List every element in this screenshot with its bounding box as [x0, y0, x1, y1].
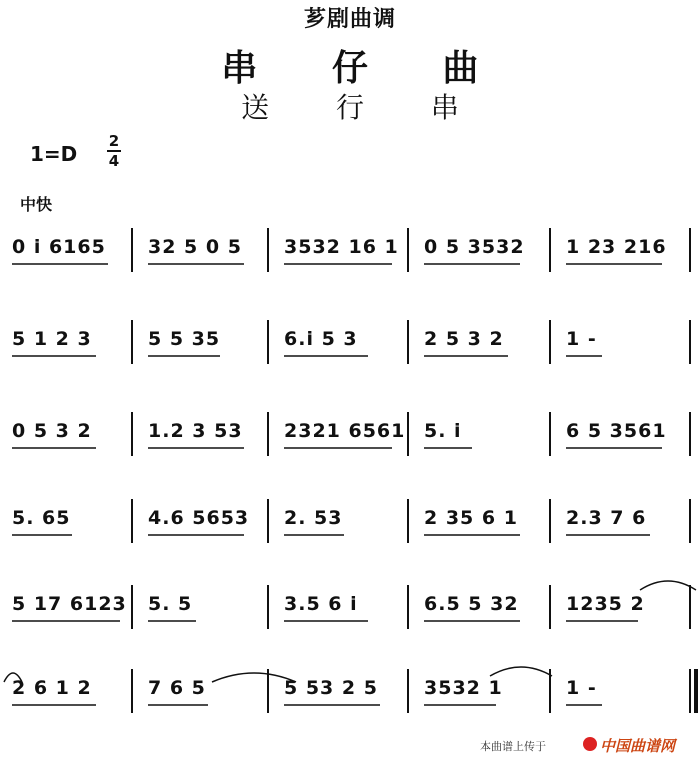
time-denominator: 4	[108, 152, 120, 170]
key-signature: 1=D	[30, 142, 78, 166]
measure: 5 1 2 3	[12, 328, 92, 350]
measure: 0 5 3532	[424, 236, 525, 258]
genre-heading: 芗剧曲调	[303, 7, 396, 32]
measure: 1 23 216	[566, 236, 667, 258]
measure: 0 5 3 2	[12, 420, 92, 442]
measure: 4.6 5653	[148, 507, 250, 529]
measure: 5. 5	[148, 593, 193, 615]
measure: 6.5 5 32	[424, 593, 519, 615]
staff-line	[0, 318, 700, 378]
measure: 2. 53	[284, 507, 343, 529]
title-char: 串	[221, 48, 258, 89]
upload-note: 本曲谱上传于	[480, 740, 546, 753]
measure: 5. i	[424, 420, 462, 442]
measure: 6 5 3561	[566, 420, 667, 442]
title-char: 曲	[442, 48, 479, 89]
subtitle-char: 送	[241, 91, 270, 124]
staff-line	[0, 667, 700, 727]
title-char: 仔	[331, 48, 368, 89]
measure: 3532 1	[424, 677, 503, 699]
measure: 6.i 5 3	[284, 328, 358, 350]
measure: 0 i 6165	[12, 236, 106, 258]
measure: 2321 6561	[284, 420, 406, 442]
staff-line	[0, 583, 700, 643]
measure: 5 17 6123	[12, 593, 127, 615]
tempo-marking: 中快	[20, 195, 53, 214]
measure: 7 6 5	[148, 677, 206, 699]
subtitle-char: 串	[430, 91, 459, 124]
subtitle-char: 行	[335, 91, 364, 124]
song-title	[0, 40, 700, 91]
measure: 2 35 6 1	[424, 507, 518, 529]
staff-line	[0, 497, 700, 557]
measure: 2 5 3 2	[424, 328, 504, 350]
site-name: 中国曲谱网	[600, 737, 676, 755]
measure: 1235 2	[566, 593, 645, 615]
site-logo	[583, 732, 698, 758]
measure: 3532 16 1	[284, 236, 399, 258]
song-subtitle	[0, 86, 700, 126]
staff-line	[0, 226, 700, 286]
staff-line	[0, 410, 700, 470]
measure: 2.3 7 6	[566, 507, 647, 529]
measure: 5 53 2 5	[284, 677, 378, 699]
measure: 5. 65	[12, 507, 71, 529]
measure: 1.2 3 53	[148, 420, 243, 442]
measure: 1 -	[566, 677, 597, 699]
site-logo-icon	[583, 737, 597, 751]
measure: 3.5 6 i	[284, 593, 358, 615]
time-numerator: 2	[108, 132, 120, 150]
measure: 32 5 0 5	[148, 236, 242, 258]
measure: 5 5 35	[148, 328, 221, 350]
time-signature	[104, 132, 124, 170]
measure: 2 6 1 2	[12, 677, 92, 699]
measure: 1 -	[566, 328, 597, 350]
